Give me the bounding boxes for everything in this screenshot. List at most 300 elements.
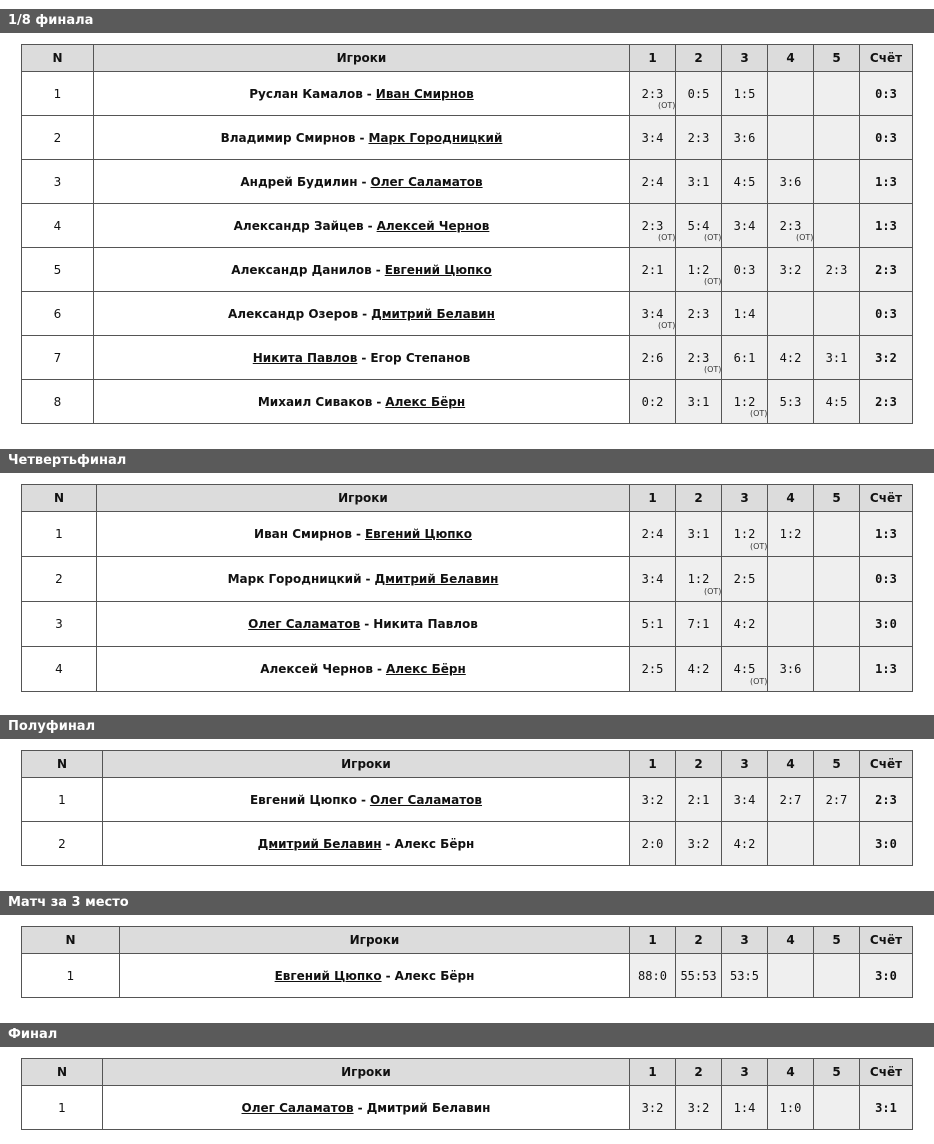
- player-name-2[interactable]: Олег Саламатов: [370, 174, 483, 189]
- set-score-value: 4:5: [733, 174, 756, 189]
- set-score-4: [768, 116, 814, 160]
- set-score-value: 2:3: [687, 350, 710, 365]
- match-players: [97, 602, 630, 647]
- set-score-5: [814, 602, 860, 647]
- col-header-set-1: 1: [630, 485, 676, 512]
- set-score-value: 4:2: [779, 350, 802, 365]
- match-players: [97, 647, 630, 692]
- col-header-set-3: 3: [722, 1059, 768, 1086]
- col-header-players: Игроки: [103, 1059, 630, 1086]
- match-score: 1:3: [860, 204, 913, 248]
- round-title: Четвертьфинал: [0, 449, 934, 473]
- player-separator: -: [366, 86, 372, 101]
- match-players: [94, 72, 630, 116]
- round-section: [0, 715, 934, 867]
- overtime-mark: (ОТ): [658, 321, 676, 330]
- set-score-value: 0:5: [687, 86, 710, 101]
- set-score-4: [768, 204, 814, 248]
- col-header-set-2: 2: [676, 1059, 722, 1086]
- player-separator: -: [360, 792, 366, 807]
- set-score-5: [814, 336, 860, 380]
- match-score: 0:3: [860, 116, 913, 160]
- player-name-1: Александр Зайцев: [233, 218, 364, 233]
- round-title: Матч за 3 место: [0, 891, 934, 915]
- set-score-value: 2:3: [779, 218, 802, 233]
- col-header-set-5: 5: [814, 927, 860, 954]
- table-header-row: [22, 485, 913, 512]
- match-number: 2: [22, 557, 97, 602]
- player-name-1: Александр Данилов: [231, 262, 372, 277]
- set-score-2: [676, 380, 722, 424]
- set-score-4: [768, 602, 814, 647]
- match-players: [103, 822, 630, 866]
- col-header-set-4: 4: [768, 45, 814, 72]
- player-name-2[interactable]: Алекс Бёрн: [385, 662, 466, 676]
- match-players: [94, 380, 630, 424]
- player-name-2[interactable]: Евгений Цюпко: [384, 262, 492, 277]
- table-row: [22, 778, 913, 822]
- col-header-score: Счёт: [860, 751, 913, 778]
- player-name-2[interactable]: Марк Городницкий: [368, 130, 503, 145]
- overtime-mark: (ОТ): [796, 233, 814, 242]
- set-score-2: [676, 160, 722, 204]
- player-name-1: Руслан Камалов: [249, 86, 363, 101]
- match-number: 1: [22, 512, 97, 557]
- games-table: [21, 44, 913, 424]
- overtime-mark: (ОТ): [658, 101, 676, 110]
- set-score-value: 4:5: [733, 662, 756, 676]
- player-name-2: Никита Павлов: [373, 617, 478, 631]
- col-header-set-5: 5: [814, 485, 860, 512]
- set-score-value: 2:5: [641, 662, 664, 676]
- player-name-1: Алексей Чернов: [260, 662, 373, 676]
- set-score-value: 3:4: [641, 572, 664, 586]
- set-score-3: [722, 954, 768, 998]
- match-number: 1: [22, 778, 103, 822]
- set-score-1: [630, 160, 676, 204]
- match-score: 1:3: [860, 160, 913, 204]
- col-header-set-2: 2: [676, 751, 722, 778]
- set-score-1: [630, 248, 676, 292]
- match-players: [94, 292, 630, 336]
- overtime-mark: (ОТ): [750, 677, 768, 686]
- player-separator: -: [376, 662, 382, 676]
- set-score-value: 5:4: [687, 218, 710, 233]
- set-score-3: [722, 72, 768, 116]
- set-score-value: 3:2: [687, 836, 710, 851]
- col-header-score: Счёт: [860, 485, 913, 512]
- round-section: [0, 891, 934, 999]
- set-score-3: [722, 557, 768, 602]
- round-title: Финал: [0, 1023, 934, 1047]
- col-header-set-4: 4: [768, 1059, 814, 1086]
- set-score-2: [676, 336, 722, 380]
- set-score-value: 0:3: [733, 262, 756, 277]
- table-row: [22, 1086, 913, 1130]
- set-score-1: [630, 822, 676, 866]
- table-row: [22, 380, 913, 424]
- col-header-players: Игроки: [97, 485, 630, 512]
- player-separator: -: [385, 968, 391, 983]
- set-score-value: 5:1: [641, 617, 664, 631]
- set-score-3: [722, 116, 768, 160]
- set-score-value: 3:2: [687, 1100, 710, 1115]
- player-name-1: Владимир Смирнов: [220, 130, 356, 145]
- col-header-set-2: 2: [676, 45, 722, 72]
- match-players: [103, 1086, 630, 1130]
- col-header-n: N: [22, 45, 94, 72]
- set-score-value: 3:1: [687, 394, 710, 409]
- match-number: 6: [22, 292, 94, 336]
- set-score-5: [814, 557, 860, 602]
- set-score-value: 3:1: [687, 527, 710, 541]
- set-score-5: [814, 954, 860, 998]
- player-name-1[interactable]: Дмитрий Белавин: [257, 836, 382, 851]
- player-separator: -: [365, 572, 371, 586]
- table-row: [22, 647, 913, 692]
- match-players: [120, 954, 630, 998]
- player-separator: -: [367, 218, 373, 233]
- col-header-n: N: [22, 1059, 103, 1086]
- player-separator: -: [361, 174, 367, 189]
- match-players: [103, 778, 630, 822]
- set-score-4: [768, 1086, 814, 1130]
- set-score-value: 0:2: [641, 394, 664, 409]
- set-score-value: 3:6: [733, 130, 756, 145]
- player-name-2: Алекс Бёрн: [394, 968, 475, 983]
- match-number: 2: [22, 822, 103, 866]
- player-separator: -: [356, 527, 361, 541]
- col-header-set-1: 1: [630, 751, 676, 778]
- match-number: 8: [22, 380, 94, 424]
- set-score-1: [630, 557, 676, 602]
- overtime-mark: (ОТ): [658, 233, 676, 242]
- set-score-value: 2:3: [687, 130, 710, 145]
- table-header-row: [22, 1059, 913, 1086]
- set-score-5: [814, 72, 860, 116]
- set-score-5: [814, 822, 860, 866]
- player-name-1[interactable]: Никита Павлов: [252, 350, 358, 365]
- set-score-2: [676, 1086, 722, 1130]
- table-header-row: [22, 927, 913, 954]
- match-number: 4: [22, 204, 94, 248]
- set-score-value: 3:1: [825, 350, 848, 365]
- set-score-value: 2:6: [641, 350, 664, 365]
- player-name-1: Марк Городницкий: [227, 572, 362, 586]
- col-header-players: Игроки: [103, 751, 630, 778]
- overtime-mark: (ОТ): [704, 277, 722, 286]
- match-score: 3:1: [860, 1086, 913, 1130]
- player-name-2[interactable]: Дмитрий Белавин: [371, 306, 495, 321]
- match-score: 3:0: [860, 954, 913, 998]
- set-score-1: [630, 512, 676, 557]
- col-header-set-5: 5: [814, 45, 860, 72]
- set-score-value: 7:1: [687, 617, 710, 631]
- games-table: [21, 926, 913, 998]
- player-name-2[interactable]: Олег Саламатов: [369, 792, 483, 807]
- match-number: 1: [22, 1086, 103, 1130]
- set-score-3: [722, 512, 768, 557]
- set-score-3: [722, 292, 768, 336]
- set-score-3: [722, 822, 768, 866]
- set-score-4: [768, 248, 814, 292]
- col-header-set-4: 4: [768, 927, 814, 954]
- col-header-set-2: 2: [676, 927, 722, 954]
- match-players: [94, 116, 630, 160]
- player-name-2[interactable]: Дмитрий Белавин: [374, 572, 499, 586]
- set-score-3: [722, 1086, 768, 1130]
- set-score-3: [722, 778, 768, 822]
- match-score: 0:3: [860, 292, 913, 336]
- set-score-value: 3:2: [641, 1100, 664, 1115]
- player-separator: -: [361, 350, 367, 365]
- table-header-row: [22, 751, 913, 778]
- set-score-3: [722, 647, 768, 692]
- set-score-4: [768, 336, 814, 380]
- match-number: 1: [22, 72, 94, 116]
- match-score: 2:3: [860, 248, 913, 292]
- set-score-value: 3:6: [779, 662, 802, 676]
- match-score: 2:3: [860, 380, 913, 424]
- player-separator: -: [362, 306, 368, 321]
- round-title: Полуфинал: [0, 715, 934, 739]
- col-header-set-1: 1: [630, 45, 676, 72]
- player-name-2[interactable]: Алексей Чернов: [376, 218, 490, 233]
- set-score-value: 1:2: [733, 394, 756, 409]
- player-name-1[interactable]: Олег Саламатов: [248, 617, 361, 631]
- player-name-2: Егор Степанов: [370, 350, 471, 365]
- player-name-1[interactable]: Евгений Цюпко: [274, 968, 382, 983]
- set-score-value: 1:2: [733, 527, 756, 541]
- set-score-1: [630, 954, 676, 998]
- match-players: [94, 336, 630, 380]
- set-score-value: 1:2: [779, 527, 802, 541]
- set-score-4: [768, 380, 814, 424]
- set-score-5: [814, 292, 860, 336]
- set-score-value: 1:4: [733, 1100, 756, 1115]
- set-score-5: [814, 248, 860, 292]
- match-score: 3:0: [860, 822, 913, 866]
- set-score-3: [722, 336, 768, 380]
- set-score-1: [630, 116, 676, 160]
- set-score-1: [630, 647, 676, 692]
- set-score-5: [814, 380, 860, 424]
- set-score-value: 1:5: [733, 86, 756, 101]
- set-score-value: 2:4: [641, 174, 664, 189]
- col-header-score: Счёт: [860, 45, 913, 72]
- round-section: [0, 449, 934, 693]
- set-score-2: [676, 557, 722, 602]
- set-score-value: 2:3: [641, 218, 664, 233]
- round-section: [0, 1023, 934, 1131]
- table-row: [22, 336, 913, 380]
- match-number: 3: [22, 602, 97, 647]
- col-header-set-5: 5: [814, 1059, 860, 1086]
- match-number: 4: [22, 647, 97, 692]
- set-score-1: [630, 380, 676, 424]
- table-row: [22, 557, 913, 602]
- set-score-4: [768, 72, 814, 116]
- set-score-2: [676, 602, 722, 647]
- set-score-value: 2:3: [825, 262, 848, 277]
- table-row: [22, 160, 913, 204]
- player-name-2[interactable]: Алекс Бёрн: [385, 394, 466, 409]
- set-score-value: 2:5: [733, 572, 756, 586]
- player-name-1: Михаил Сиваков: [257, 394, 373, 409]
- table-row: [22, 602, 913, 647]
- player-name-1: Иван Смирнов: [254, 527, 352, 541]
- set-score-value: 2:4: [641, 527, 664, 541]
- table-row: [22, 954, 913, 998]
- set-score-value: 2:7: [779, 792, 802, 807]
- match-players: [94, 248, 630, 292]
- match-score: 3:0: [860, 602, 913, 647]
- set-score-1: [630, 336, 676, 380]
- col-header-n: N: [22, 751, 103, 778]
- set-score-4: [768, 778, 814, 822]
- set-score-value: 4:2: [733, 836, 756, 851]
- match-players: [94, 204, 630, 248]
- set-score-2: [676, 954, 722, 998]
- player-name-1: Евгений Цюпко: [249, 792, 357, 807]
- col-header-set-1: 1: [630, 927, 676, 954]
- set-score-value: 3:4: [641, 306, 664, 321]
- set-score-4: [768, 512, 814, 557]
- set-score-1: [630, 292, 676, 336]
- set-score-4: [768, 822, 814, 866]
- games-table: [21, 484, 913, 692]
- match-score: 2:3: [860, 778, 913, 822]
- player-separator: -: [357, 1100, 363, 1115]
- table-row: [22, 512, 913, 557]
- set-score-2: [676, 778, 722, 822]
- set-score-value: 2:1: [687, 792, 710, 807]
- set-score-value: 88:0: [638, 968, 667, 983]
- set-score-value: 2:3: [687, 306, 710, 321]
- set-score-2: [676, 204, 722, 248]
- match-number: 7: [22, 336, 94, 380]
- col-header-n: N: [22, 927, 120, 954]
- col-header-score: Счёт: [860, 927, 913, 954]
- set-score-value: 5:3: [779, 394, 802, 409]
- set-score-value: 3:6: [779, 174, 802, 189]
- set-score-2: [676, 72, 722, 116]
- col-header-players: Игроки: [94, 45, 630, 72]
- set-score-2: [676, 116, 722, 160]
- set-score-value: 4:2: [687, 662, 710, 676]
- col-header-set-3: 3: [722, 751, 768, 778]
- set-score-value: 53:5: [730, 968, 759, 983]
- set-score-4: [768, 292, 814, 336]
- set-score-value: 1:2: [687, 262, 710, 277]
- match-score: 0:3: [860, 72, 913, 116]
- set-score-value: 1:2: [687, 572, 710, 586]
- match-number: 3: [22, 160, 94, 204]
- player-name-1[interactable]: Олег Саламатов: [241, 1100, 354, 1115]
- player-separator: -: [359, 130, 365, 145]
- set-score-3: [722, 204, 768, 248]
- player-name-2[interactable]: Евгений Цюпко: [364, 527, 472, 541]
- col-header-set-4: 4: [768, 485, 814, 512]
- player-name-1: Александр Озеров: [228, 306, 359, 321]
- player-separator: -: [364, 617, 370, 631]
- set-score-1: [630, 72, 676, 116]
- player-name-2[interactable]: Иван Смирнов: [375, 86, 474, 101]
- set-score-1: [630, 602, 676, 647]
- set-score-2: [676, 292, 722, 336]
- match-players: [97, 557, 630, 602]
- set-score-value: 1:0: [779, 1100, 802, 1115]
- match-number: 5: [22, 248, 94, 292]
- set-score-value: 3:2: [641, 792, 664, 807]
- set-score-5: [814, 512, 860, 557]
- col-header-set-2: 2: [676, 485, 722, 512]
- col-header-players: Игроки: [120, 927, 630, 954]
- set-score-4: [768, 954, 814, 998]
- table-row: [22, 248, 913, 292]
- round-section: [0, 9, 934, 425]
- col-header-set-3: 3: [722, 927, 768, 954]
- set-score-value: 2:7: [825, 792, 848, 807]
- overtime-mark: (ОТ): [750, 409, 768, 418]
- set-score-3: [722, 160, 768, 204]
- col-header-set-4: 4: [768, 751, 814, 778]
- match-score: 0:3: [860, 557, 913, 602]
- set-score-5: [814, 1086, 860, 1130]
- set-score-2: [676, 248, 722, 292]
- table-header-row: [22, 45, 913, 72]
- set-score-value: 4:2: [733, 617, 756, 631]
- match-score: 1:3: [860, 647, 913, 692]
- set-score-5: [814, 160, 860, 204]
- set-score-2: [676, 647, 722, 692]
- player-name-2: Алекс Бёрн: [394, 836, 475, 851]
- set-score-2: [676, 822, 722, 866]
- overtime-mark: (ОТ): [704, 365, 722, 374]
- player-name-2: Дмитрий Белавин: [366, 1100, 491, 1115]
- set-score-value: 2:0: [641, 836, 664, 851]
- overtime-mark: (ОТ): [750, 542, 768, 551]
- table-row: [22, 204, 913, 248]
- col-header-score: Счёт: [860, 1059, 913, 1086]
- set-score-4: [768, 557, 814, 602]
- set-score-value: 3:4: [641, 130, 664, 145]
- games-table: [21, 1058, 913, 1130]
- match-number: 1: [22, 954, 120, 998]
- match-number: 2: [22, 116, 94, 160]
- set-score-2: [676, 512, 722, 557]
- table-row: [22, 822, 913, 866]
- match-players: [94, 160, 630, 204]
- set-score-5: [814, 647, 860, 692]
- set-score-3: [722, 248, 768, 292]
- set-score-value: 6:1: [733, 350, 756, 365]
- set-score-value: 3:4: [733, 792, 756, 807]
- player-separator: -: [375, 262, 381, 277]
- match-score: 1:3: [860, 512, 913, 557]
- set-score-value: 1:4: [733, 306, 756, 321]
- set-score-4: [768, 647, 814, 692]
- set-score-value: 3:2: [779, 262, 802, 277]
- col-header-set-5: 5: [814, 751, 860, 778]
- table-row: [22, 292, 913, 336]
- overtime-mark: (ОТ): [704, 233, 722, 242]
- set-score-value: 3:4: [733, 218, 756, 233]
- match-players: [97, 512, 630, 557]
- player-separator: -: [385, 836, 391, 851]
- overtime-mark: (ОТ): [704, 587, 722, 596]
- set-score-1: [630, 204, 676, 248]
